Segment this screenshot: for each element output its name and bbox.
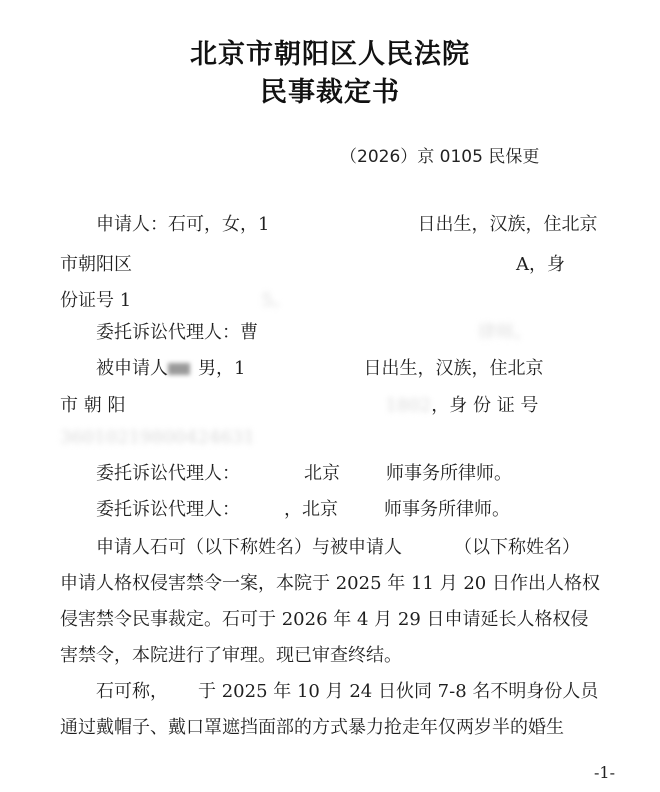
page-number: -1-: [594, 763, 615, 782]
agent1-tail: 律师。: [478, 322, 532, 343]
body2-text-c: 通过戴帽子、戴口罩遮挡面部的方式暴力抢走年仅两岁半的婚生: [60, 717, 564, 738]
body-line-3: [60, 600, 620, 640]
respondent-text-a: 被申请人: [96, 358, 168, 379]
body-line-5: [60, 672, 620, 712]
respondent-address-a: 市 朝 阳: [60, 395, 126, 416]
agent-line-3: [60, 490, 620, 530]
redaction-mark: [168, 363, 190, 375]
agent2-text-a: 委托诉讼代理人：: [96, 463, 240, 484]
case-number: （2026）京 0105 民保更: [340, 147, 540, 167]
agent-line-2: [60, 454, 620, 494]
applicant-line-2: [60, 245, 620, 285]
applicant-text-a: 申请人：石可，女，1: [96, 214, 270, 235]
respondent-text-b: 男，1: [198, 358, 246, 379]
respondent-id-label: ，身 份 证 号: [431, 395, 539, 416]
agent1-text: 委托诉讼代理人：曹: [96, 322, 258, 343]
respondent-line-1: [60, 349, 620, 389]
body1-text-e: 害禁令，本院进行了审理。现已审查终结。: [60, 645, 402, 666]
body-line-6: [60, 708, 620, 748]
agent2-text-b: 北京: [304, 463, 340, 484]
document-title: 民事裁定书: [260, 77, 400, 108]
respondent-id-number: 36010219800424631: [60, 427, 255, 448]
respondent-address-b: 1802: [385, 395, 432, 416]
agent3-text-a: 委托诉讼代理人：: [96, 499, 240, 520]
body2-text-b: 于 2025 年 10 月 24 日伙同 7-8 名不明身份人员: [198, 681, 599, 702]
respondent-text-c: 日出生，汉族，住北京: [363, 358, 544, 379]
agent3-text-b: ，北京: [284, 499, 338, 520]
court-name: 北京市朝阳区人民法院: [190, 39, 470, 70]
body2-text-a: 石可称，: [96, 681, 168, 702]
body1-text-d: 侵害禁令民事裁定。石可于 2026 年 4 月 29 日申请延长人格权侵: [60, 609, 589, 630]
body1-text-a: 申请人石可（以下称姓名）与被申请人: [96, 537, 402, 558]
applicant-line-1: [60, 205, 620, 245]
body-line-1: [60, 528, 620, 568]
applicant-text-b: 日出生，汉族，住北京: [417, 214, 598, 235]
agent2-text-c: 师事务所律师。: [386, 463, 512, 484]
agent3-text-c: 师事务所律师。: [384, 499, 510, 520]
applicant-id-a: 份证号 1: [60, 290, 132, 311]
applicant-address-b: A，身: [516, 254, 565, 275]
respondent-line-3: [60, 418, 620, 458]
agent-line-1: [60, 313, 620, 353]
applicant-address-a: 市朝阳区: [60, 254, 132, 275]
applicant-id-b: 5。: [261, 290, 291, 311]
body-line-2: [60, 564, 620, 604]
body-line-4: [60, 636, 620, 676]
body1-text-c: 申请人格权侵害禁令一案，本院于 2025 年 11 月 20 日作出人格权: [60, 573, 600, 594]
body1-text-b: （以下称姓名）: [454, 537, 580, 558]
